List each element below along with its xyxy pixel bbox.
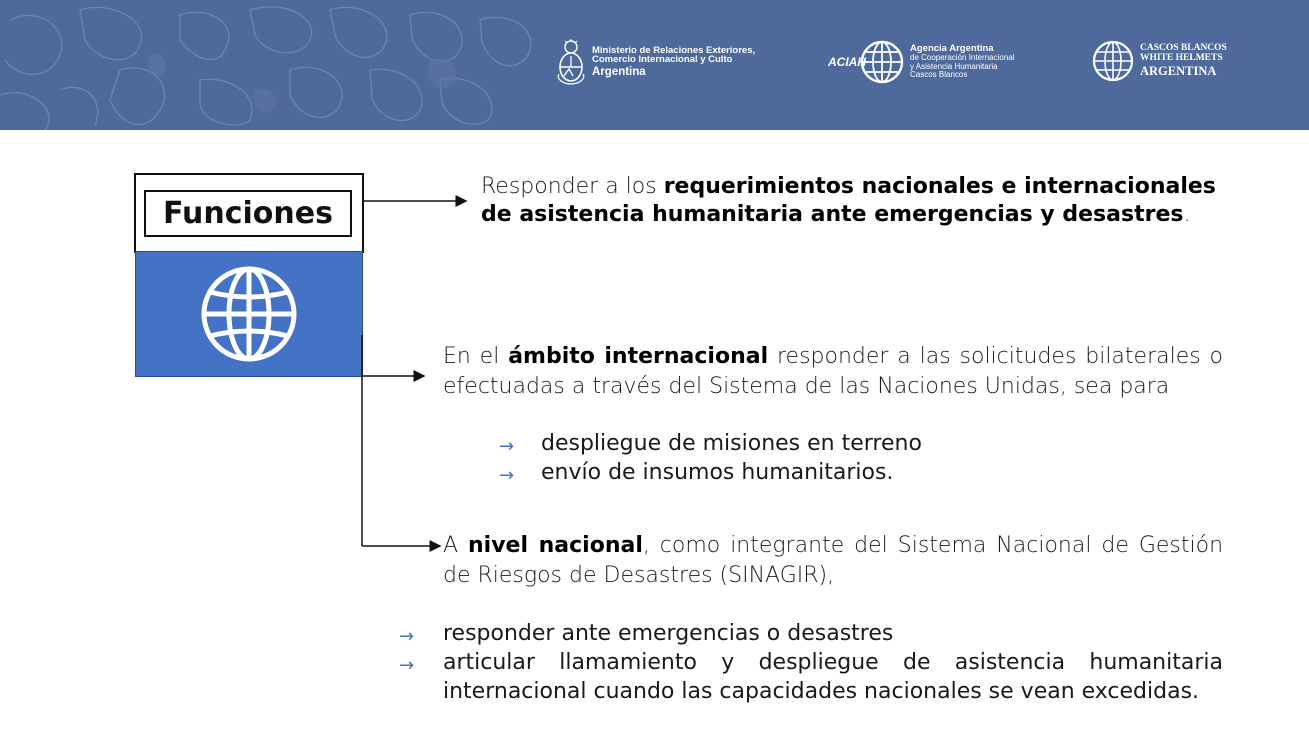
mre-line1: Ministerio de Relaciones Exteriores, [592,44,756,56]
bullet-text: envío de insumos humanitarios. [541,460,894,485]
paragraph-nivel-nacional [443,531,1223,591]
paragraph-requerimientos [481,173,1241,229]
p3-bold: nivel nacional [468,533,643,558]
mre-line2: Comercio Internacional y Culto [592,54,733,66]
p1-bold: requerimientos nacionales e internacionales de asistencia humanitaria ante emergencias y desastres [481,174,1216,227]
bullet-text: despliegue de misiones en terreno [541,431,922,456]
list-item [399,648,1223,706]
bullet-text: responder ante emergencias o desastres [443,621,894,646]
p3-text-1: A [443,533,468,558]
cb-line2: WHITE HELMETS [1140,52,1223,63]
aciah-line4: Cascos Blancos [910,70,968,80]
paragraph-ambito-internacional [443,342,1223,402]
aciah-line1: Agencia Argentina [910,43,994,55]
arrow-right-icon: → [499,436,515,457]
aciah-line3: y Asistencia Humanitaria [910,61,998,71]
p2-text-1: En el [443,344,509,369]
bullet-list-nacional [399,619,1223,706]
aciah-acronym: ACIAH [828,55,866,69]
p3-text-2: , como integrante del Sistema Nacional de Gestión de Riesgos de Desastres (SINAGIR), [443,533,1224,588]
p1-text-2: . [1183,202,1191,227]
arrow-right-icon: → [399,626,415,647]
mre-line3: Argentina [592,66,646,79]
cb-line3: ARGENTINA [1140,63,1217,78]
p2-text-2: responder a las solicitudes bilaterales o efectuadas a través del Sistema de las Naciones Unidas, sea para [443,344,1224,399]
bullet-list-internacional [499,429,1241,487]
arrow-right-icon: → [499,465,515,486]
aciah-line2: de Cooperación Internacional [910,53,1015,63]
arrow-right-icon: → [399,655,415,676]
bullet-text: articular llamamiento y despliegue de asistencia humanitaria internacional cuando las capacidades nacionales se vean excedidas. [443,650,1223,704]
funciones-title: Funciones [144,190,352,237]
p2-bold: ámbito internacional [508,344,769,369]
p1-text-1: Responder a los [481,174,664,199]
list-item [499,458,1241,487]
cb-line1: CASCOS BLANCOS [1140,42,1227,53]
list-item [499,429,1241,458]
list-item [399,619,1223,648]
